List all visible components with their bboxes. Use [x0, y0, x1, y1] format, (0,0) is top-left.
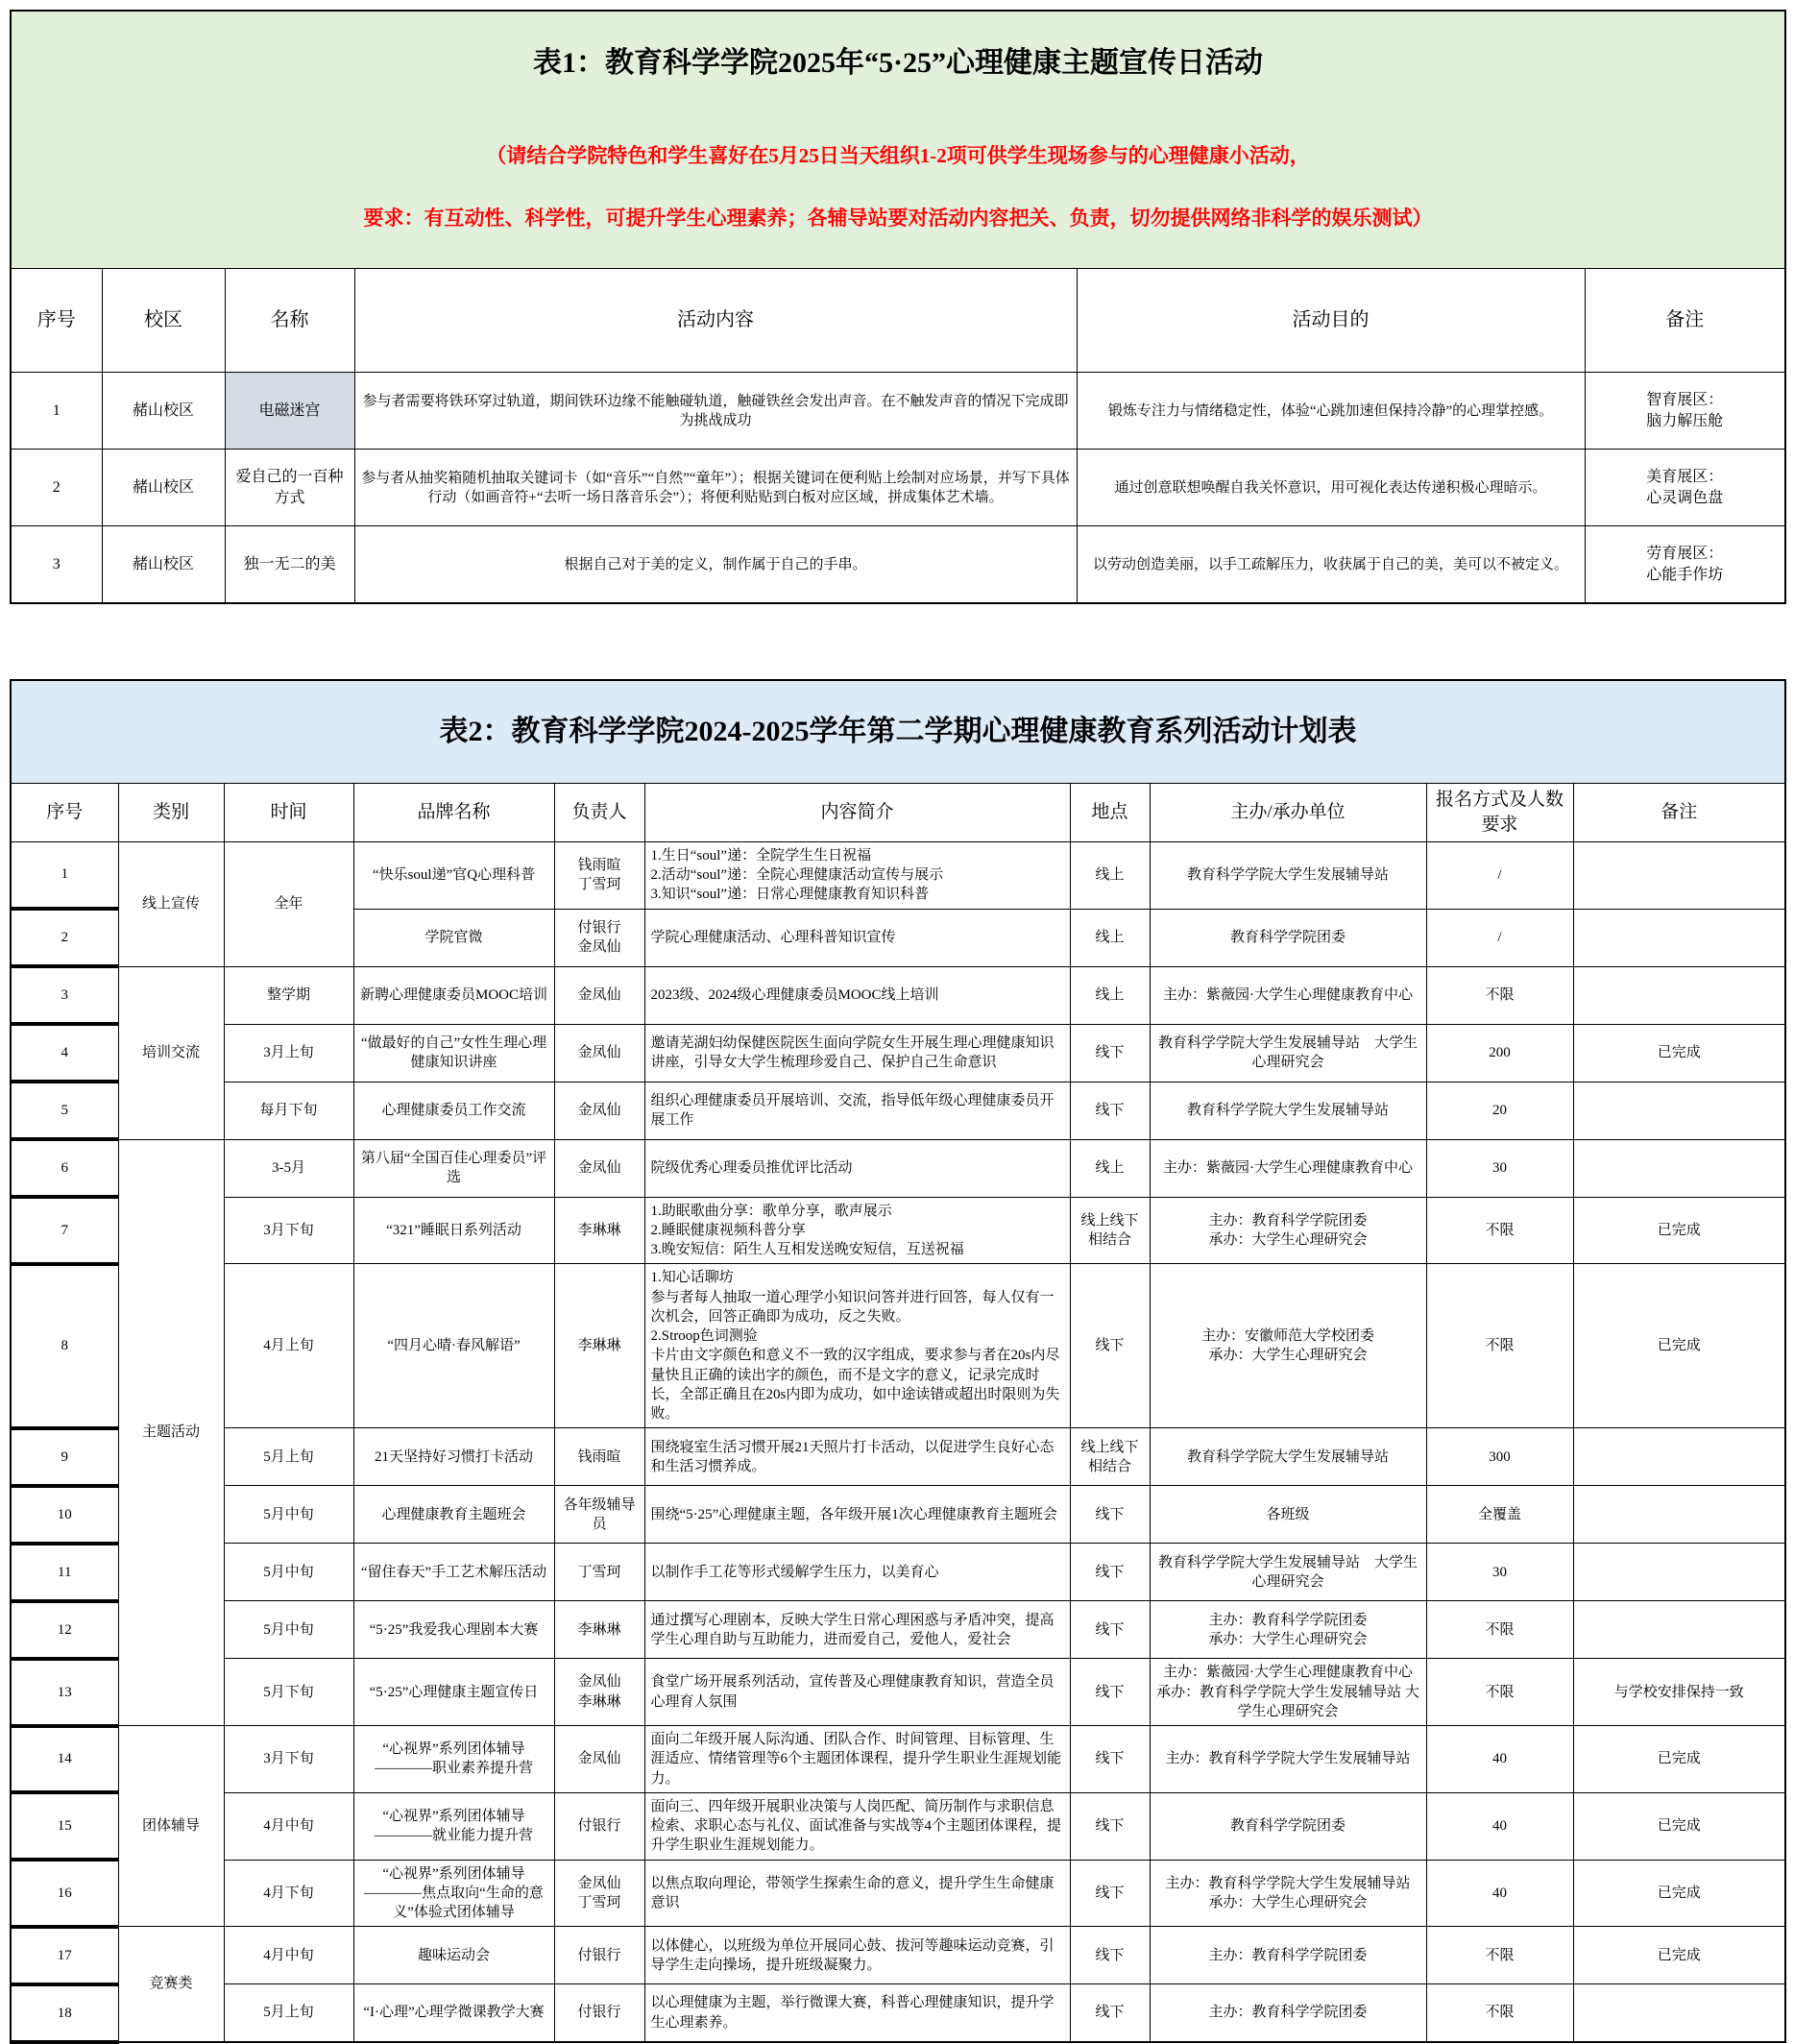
- cell-category: 培训交流: [118, 966, 224, 1139]
- cell-no: 8: [11, 1264, 118, 1428]
- cell-category: 线上宣传: [118, 841, 224, 966]
- cell-no: 3: [11, 526, 102, 603]
- cell-content: 面向三、四年级开展职业决策与人岗匹配、简历制作与求职信息检索、求职心态与礼仪、面试准备与实战等4个主题团体课程，提升学生职业生涯规划能力。: [644, 1792, 1070, 1860]
- table1-row: [11, 450, 1785, 526]
- cell-time: 5月中旬: [224, 1486, 353, 1544]
- cell-signup: 不限: [1426, 1984, 1573, 2042]
- cell-no: 4: [11, 1024, 118, 1082]
- cell-category: 团体辅导: [118, 1726, 224, 1927]
- cell-place: 线上: [1070, 841, 1150, 909]
- cell-org: 教育科学学院大学生发展辅导站 大学生心理研究会: [1150, 1544, 1426, 1601]
- cell-no: 1: [11, 373, 102, 450]
- cell-time: 5月上旬: [224, 1428, 353, 1486]
- cell-note: [1573, 1544, 1785, 1601]
- cell-brand: “四月心晴·春风解语”: [353, 1264, 554, 1428]
- table2-header-signup: 报名方式及人数要求: [1426, 784, 1573, 841]
- cell-content: 以体健心，以班级为单位开展同心鼓、拔河等趣味运动竞赛，引导学生走向操场，提升班级凝聚力。: [644, 1927, 1070, 1984]
- cell-lead: 金凤仙 李琳琳: [554, 1659, 644, 1726]
- cell-content: 组织心理健康委员开展培训、交流，指导低年级心理健康委员开展工作: [644, 1082, 1070, 1139]
- cell-place: 线下: [1070, 1082, 1150, 1139]
- cell-content: 以制作手工花等形式缓解学生压力，以美育心: [644, 1544, 1070, 1601]
- table2-row: [11, 1601, 1785, 1659]
- cell-signup: 200: [1426, 1024, 1573, 1082]
- cell-org: 主办：紫薇园·大学生心理健康教育中心: [1150, 966, 1426, 1024]
- cell-signup: 不限: [1426, 1264, 1573, 1428]
- cell-signup: 不限: [1426, 1927, 1573, 1984]
- table2-header-place: 地点: [1070, 784, 1150, 841]
- cell-lead: 李琳琳: [554, 1197, 644, 1264]
- table2-row: [11, 1024, 1785, 1082]
- cell-time: 4月中旬: [224, 1927, 353, 1984]
- cell-lead: 李琳琳: [554, 1264, 644, 1428]
- cell-org: 教育科学学院大学生发展辅导站: [1150, 1428, 1426, 1486]
- cell-brand: 21天坚持好习惯打卡活动: [353, 1428, 554, 1486]
- cell-content: 学院心理健康活动、心理科普知识宣传: [644, 909, 1070, 966]
- cell-note: [1573, 1601, 1785, 1659]
- cell-content: 参与者需要将铁环穿过轨道，期间铁环边缘不能触碰轨道，触碰铁丝会发出声音。在不触发声音的情况下完成即为挑战成功: [354, 373, 1077, 450]
- cell-note: 智育展区： 脑力解压舱: [1585, 373, 1785, 450]
- cell-brand: “5·25”我爱我心理剧本大赛: [353, 1601, 554, 1659]
- cell-place: 线下: [1070, 1601, 1150, 1659]
- cell-note: 已完成: [1573, 1264, 1785, 1428]
- cell-time: 3月下旬: [224, 1726, 353, 1793]
- table2-row: [11, 1927, 1785, 1984]
- cell-place: 线下: [1070, 1927, 1150, 1984]
- cell-place: 线下: [1070, 1726, 1150, 1793]
- cell-content: 邀请芜湖妇幼保健医院医生面向学院女生开展生理心理健康知识讲座，引导女大学生梳理珍爱自己、保护自己生命意识: [644, 1024, 1070, 1082]
- table1-header-campus: 校区: [102, 269, 225, 373]
- table1-header-note: 备注: [1585, 269, 1785, 373]
- cell-brand: “321”睡眠日系列活动: [353, 1197, 554, 1264]
- table2-header-time: 时间: [224, 784, 353, 841]
- cell-note: [1573, 1428, 1785, 1486]
- cell-name: 独一无二的美: [225, 526, 354, 603]
- table2-header-no: 序号: [11, 784, 118, 841]
- cell-time: 3-5月: [224, 1139, 353, 1197]
- cell-signup: 全覆盖: [1426, 1486, 1573, 1544]
- cell-lead: 金凤仙: [554, 966, 644, 1024]
- cell-time: 4月上旬: [224, 1264, 353, 1428]
- table2-row: [11, 1139, 1785, 1197]
- cell-no: 2: [11, 909, 118, 966]
- cell-purpose: 锻炼专注力与情绪稳定性，体验“心跳加速但保持冷静”的心理掌控感。: [1077, 373, 1585, 450]
- cell-org: 主办：教育科学学院团委: [1150, 1984, 1426, 2042]
- cell-no: 9: [11, 1428, 118, 1486]
- cell-signup: 不限: [1426, 1659, 1573, 1726]
- cell-content: 通过撰写心理剧本，反映大学生日常心理困惑与矛盾冲突，提高学生心理自助与互助能力，进而爱自己，爱他人，爱社会: [644, 1601, 1070, 1659]
- table2-title-row: [11, 680, 1785, 784]
- cell-no: 13: [11, 1659, 118, 1726]
- table2-header-content: 内容简介: [644, 784, 1070, 841]
- cell-place: 线上: [1070, 1139, 1150, 1197]
- table2-header-org: 主办/承办单位: [1150, 784, 1426, 841]
- table1-header-row: [11, 269, 1785, 373]
- cell-place: 线上: [1070, 966, 1150, 1024]
- table2-header-row: [11, 784, 1785, 841]
- table1-subtitle-line2: 要求：有互动性、科学性，可提升学生心理素养；各辅导站要对活动内容把关、负责，切勿提供网络非科学的娱乐测试）: [363, 207, 1433, 231]
- table2-header-lead: 负责人: [554, 784, 644, 841]
- table2-header-brand: 品牌名称: [353, 784, 554, 841]
- table2-row: [11, 841, 1785, 909]
- cell-no: 5: [11, 1082, 118, 1139]
- cell-org: 教育科学学院大学生发展辅导站: [1150, 1082, 1426, 1139]
- cell-no: 16: [11, 1860, 118, 1927]
- cell-place: 线下: [1070, 1024, 1150, 1082]
- cell-content: 围绕“5·25”心理健康主题，各年级开展1次心理健康教育主题班会: [644, 1486, 1070, 1544]
- cell-no: 17: [11, 1927, 118, 1984]
- table2-row: [11, 1792, 1785, 1860]
- cell-org: 教育科学学院团委: [1150, 909, 1426, 966]
- table2-header-note: 备注: [1573, 784, 1785, 841]
- table2-row: [11, 1082, 1785, 1139]
- table1-subtitle-line1: （请结合学院特色和学生喜好在5月25日当天组织1-2项可供学生现场参与的心理健康小活动，: [486, 144, 1310, 168]
- cell-content: 1.生日“soul”递：全院学生生日祝福 2.活动“soul”递：全院心理健康活动宣传与展示 3.知识“soul”递：日常心理健康教育知识科普: [644, 841, 1070, 909]
- table2-row: [11, 1726, 1785, 1793]
- cell-note: 已完成: [1573, 1860, 1785, 1927]
- cell-place: 线下: [1070, 1659, 1150, 1726]
- cell-org: 主办：教育科学学院团委: [1150, 1927, 1426, 1984]
- cell-lead: 付银行: [554, 1984, 644, 2042]
- table1-title: 表1：教育科学学院2025年“5·25”心理健康主题宣传日活动: [532, 46, 1263, 79]
- cell-no: 6: [11, 1139, 118, 1197]
- cell-lead: 付银行 金凤仙: [554, 909, 644, 966]
- cell-signup: 30: [1426, 1139, 1573, 1197]
- cell-purpose: 通过创意联想唤醒自我关怀意识，用可视化表达传递积极心理暗示。: [1077, 450, 1585, 526]
- cell-no: 1: [11, 841, 118, 909]
- cell-content: 根据自己对于美的定义，制作属于自己的手串。: [354, 526, 1077, 603]
- cell-lead: 金凤仙: [554, 1024, 644, 1082]
- cell-campus: 赭山校区: [102, 450, 225, 526]
- cell-lead: 付银行: [554, 1792, 644, 1860]
- cell-no: 7: [11, 1197, 118, 1264]
- cell-signup: 40: [1426, 1726, 1573, 1793]
- cell-no: 12: [11, 1601, 118, 1659]
- cell-content: 2023级、2024级心理健康委员MOOC线上培训: [644, 966, 1070, 1024]
- cell-org: 主办：教育科学学院大学生发展辅导站: [1150, 1726, 1426, 1793]
- cell-lead: 各年级辅导员: [554, 1486, 644, 1544]
- cell-org: 教育科学学院团委: [1150, 1792, 1426, 1860]
- cell-note: 已完成: [1573, 1197, 1785, 1264]
- cell-org: 主办：安徽师范大学校团委 承办：大学生心理研究会: [1150, 1264, 1426, 1428]
- cell-note: 已完成: [1573, 1726, 1785, 1793]
- cell-place: 线下: [1070, 1264, 1150, 1428]
- cell-place: 线上: [1070, 909, 1150, 966]
- cell-content: 以心理健康为主题，举行微课大赛，科普心理健康知识，提升学生心理素养。: [644, 1984, 1070, 2042]
- cell-time: 5月中旬: [224, 1544, 353, 1601]
- cell-brand: 学院官微: [353, 909, 554, 966]
- table2-header-category: 类别: [118, 784, 224, 841]
- cell-signup: 不限: [1426, 1197, 1573, 1264]
- cell-category: 主题活动: [118, 1139, 224, 1726]
- cell-note: [1573, 1139, 1785, 1197]
- cell-signup: /: [1426, 841, 1573, 909]
- table2-row: [11, 1860, 1785, 1927]
- cell-signup: 不限: [1426, 966, 1573, 1024]
- table1-title-row: [11, 11, 1785, 269]
- table2-title: 表2：教育科学学院2024-2025学年第二学期心理健康教育系列活动计划表: [439, 715, 1357, 747]
- cell-lead: 金凤仙: [554, 1726, 644, 1793]
- cell-place: 线下: [1070, 1984, 1150, 2042]
- cell-place: 线下: [1070, 1544, 1150, 1601]
- cell-signup: 20: [1426, 1082, 1573, 1139]
- cell-note: 劳育展区： 心能手作坊: [1585, 526, 1785, 603]
- cell-category: 竞赛类: [118, 1927, 224, 2042]
- cell-note: [1573, 966, 1785, 1024]
- table1-header-purpose: 活动目的: [1077, 269, 1585, 373]
- cell-no: 3: [11, 966, 118, 1024]
- cell-brand: 心理健康委员工作交流: [353, 1082, 554, 1139]
- cell-content: 以焦点取向理论，带领学生探索生命的意义，提升学生生命健康意识: [644, 1860, 1070, 1927]
- table2-semester-plan: [10, 679, 1786, 2044]
- table1-header-name: 名称: [225, 269, 354, 373]
- cell-lead: 金凤仙: [554, 1082, 644, 1139]
- cell-no: 10: [11, 1486, 118, 1544]
- cell-no: 11: [11, 1544, 118, 1601]
- table2-row: [11, 1544, 1785, 1601]
- cell-note: 与学校安排保持一致: [1573, 1659, 1785, 1726]
- cell-signup: 40: [1426, 1792, 1573, 1860]
- cell-time: 3月上旬: [224, 1024, 353, 1082]
- cell-lead: 李琳琳: [554, 1601, 644, 1659]
- cell-place: 线上线下相结合: [1070, 1197, 1150, 1264]
- table2-row: [11, 1264, 1785, 1428]
- cell-org: 教育科学学院大学生发展辅导站 大学生心理研究会: [1150, 1024, 1426, 1082]
- cell-org: 教育科学学院大学生发展辅导站: [1150, 841, 1426, 909]
- cell-lead: 金凤仙 丁雪珂: [554, 1860, 644, 1927]
- cell-no: 18: [11, 1984, 118, 2042]
- table2-row: [11, 1984, 1785, 2042]
- cell-note: [1573, 841, 1785, 909]
- cell-brand: “心视界”系列团体辅导 ————焦点取向“生命的意义”体验式团体辅导: [353, 1860, 554, 1927]
- cell-campus: 赭山校区: [102, 526, 225, 603]
- cell-lead: 钱雨暄 丁雪珂: [554, 841, 644, 909]
- cell-brand: 心理健康教育主题班会: [353, 1486, 554, 1544]
- table1-promo-day: [10, 10, 1786, 604]
- cell-lead: 钱雨暄: [554, 1428, 644, 1486]
- cell-brand: “5·25”心理健康主题宣传日: [353, 1659, 554, 1726]
- cell-note: [1573, 909, 1785, 966]
- cell-no: 14: [11, 1726, 118, 1793]
- cell-time: 每月下旬: [224, 1082, 353, 1139]
- cell-place: 线下: [1070, 1792, 1150, 1860]
- cell-org: 主办：紫薇园·大学生心理健康教育中心: [1150, 1139, 1426, 1197]
- cell-name: 电磁迷宫: [225, 373, 354, 450]
- table1-title-cell: [11, 11, 1785, 269]
- cell-org: 主办：教育科学学院团委 承办：大学生心理研究会: [1150, 1197, 1426, 1264]
- cell-no: 15: [11, 1792, 118, 1860]
- table2-row: [11, 966, 1785, 1024]
- cell-time: 5月上旬: [224, 1984, 353, 2042]
- table2-row: [11, 1197, 1785, 1264]
- cell-note: [1573, 1082, 1785, 1139]
- cell-time: 5月下旬: [224, 1659, 353, 1726]
- cell-brand: 新聘心理健康委员MOOC培训: [353, 966, 554, 1024]
- cell-org: 主办：教育科学学院团委 承办：大学生心理研究会: [1150, 1601, 1426, 1659]
- cell-brand: “心视界”系列团体辅导 ————职业素养提升营: [353, 1726, 554, 1793]
- cell-org: 主办：紫薇园·大学生心理健康教育中心 承办：教育科学学院大学生发展辅导站 大学生心理研究会: [1150, 1659, 1426, 1726]
- table2-row: [11, 1428, 1785, 1486]
- cell-brand: “I·心理”心理学微课教学大赛: [353, 1984, 554, 2042]
- cell-signup: 不限: [1426, 1601, 1573, 1659]
- cell-place: 线下: [1070, 1860, 1150, 1927]
- cell-brand: “快乐soul递”官Q心理科普: [353, 841, 554, 909]
- cell-note: [1573, 1486, 1785, 1544]
- cell-org: 主办：教育科学学院大学生发展辅导站 承办：大学生心理研究会: [1150, 1860, 1426, 1927]
- cell-org: 各班级: [1150, 1486, 1426, 1544]
- cell-brand: 第八届“全国百佳心理委员”评选: [353, 1139, 554, 1197]
- cell-purpose: 以劳动创造美丽，以手工疏解压力，收获属于自己的美，美可以不被定义。: [1077, 526, 1585, 603]
- cell-time: 5月中旬: [224, 1601, 353, 1659]
- cell-place: 线上线下相结合: [1070, 1428, 1150, 1486]
- table1-row: [11, 526, 1785, 603]
- cell-lead: 金凤仙: [554, 1139, 644, 1197]
- cell-signup: 300: [1426, 1428, 1573, 1486]
- table2-title-cell: [11, 680, 1785, 784]
- cell-content: 食堂广场开展系列活动，宣传普及心理健康教育知识，营造全员心理育人氛围: [644, 1659, 1070, 1726]
- cell-content: 面向二年级开展人际沟通、团队合作、时间管理、目标管理、生涯适应、情绪管理等6个主题团体课程，提升学生职业生涯规划能力。: [644, 1726, 1070, 1793]
- cell-note: 已完成: [1573, 1024, 1785, 1082]
- cell-note: 已完成: [1573, 1792, 1785, 1860]
- cell-signup: /: [1426, 909, 1573, 966]
- cell-signup: 40: [1426, 1860, 1573, 1927]
- cell-campus: 赭山校区: [102, 373, 225, 450]
- cell-content: 参与者从抽奖箱随机抽取关键词卡（如“音乐”“自然”“童年”）；根据关键词在便利贴上绘制对应场景，并写下具体行动（如画音符+“去听一场日落音乐会”）；将便利贴贴到白板对应区域，拼成集体艺术墙。: [354, 450, 1077, 526]
- cell-note: 美育展区： 心灵调色盘: [1585, 450, 1785, 526]
- cell-lead: 付银行: [554, 1927, 644, 1984]
- cell-time: 整学期: [224, 966, 353, 1024]
- table2-row: [11, 1659, 1785, 1726]
- cell-time: 4月下旬: [224, 1860, 353, 1927]
- cell-content: 1.知心话聊坊 参与者每人抽取一道心理学小知识问答并进行回答，每人仅有一次机会，回答正确即为成功，反之失败。 2.Stroop色词测验 卡片由文字颜色和意义不一致的汉字组成，要求参与者在20s内尽量快且正确的读出字的颜色，而不是文字的意义，记录完成时长，全部正确且在20s内即为成功，如中途读错或超出时限则为失败。: [644, 1264, 1070, 1428]
- table-gap: [10, 604, 1784, 679]
- table1-subtitle: [19, 110, 1777, 234]
- cell-brand: “留住春天”手工艺术解压活动: [353, 1544, 554, 1601]
- cell-brand: “心视界”系列团体辅导 ————就业能力提升营: [353, 1792, 554, 1860]
- cell-time: 4月中旬: [224, 1792, 353, 1860]
- cell-lead: 丁雪珂: [554, 1544, 644, 1601]
- cell-place: 线下: [1070, 1486, 1150, 1544]
- cell-name: 爱自己的一百种方式: [225, 450, 354, 526]
- cell-note: [1573, 1984, 1785, 2042]
- cell-content: 围绕寝室生活习惯开展21天照片打卡活动，以促进学生良好心态和生活习惯养成。: [644, 1428, 1070, 1486]
- cell-time: 全年: [224, 841, 353, 966]
- cell-brand: 趣味运动会: [353, 1927, 554, 1984]
- cell-note: 已完成: [1573, 1927, 1785, 1984]
- table1-header-content: 活动内容: [354, 269, 1077, 373]
- cell-content: 1.助眠歌曲分享：歌单分享，歌声展示 2.睡眠健康视频科普分享 3.晚安短信：陌生人互相发送晚安短信，互送祝福: [644, 1197, 1070, 1264]
- cell-signup: 30: [1426, 1544, 1573, 1601]
- cell-brand: “做最好的自己”女性生理心理健康知识讲座: [353, 1024, 554, 1082]
- cell-no: 2: [11, 450, 102, 526]
- cell-content: 院级优秀心理委员推优评比活动: [644, 1139, 1070, 1197]
- table1-header-no: 序号: [11, 269, 102, 373]
- table2-row: [11, 1486, 1785, 1544]
- table1-row: [11, 373, 1785, 450]
- cell-time: 3月下旬: [224, 1197, 353, 1264]
